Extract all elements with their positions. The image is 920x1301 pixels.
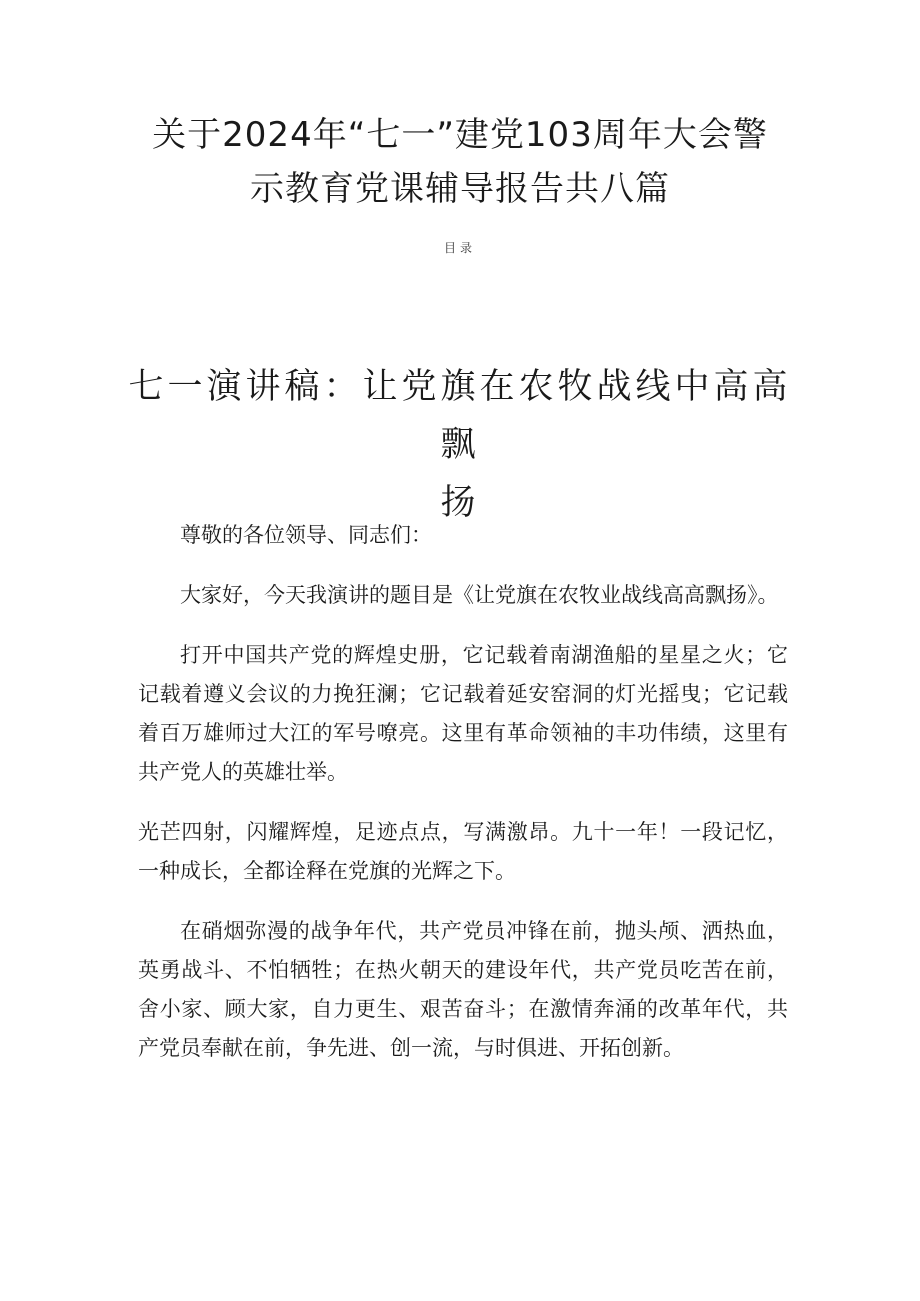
document-title-line-2: 示教育党课辅导报告共八篇	[250, 169, 670, 209]
paragraph-eras: 在硝烟弥漫的战争年代，共产党员冲锋在前，抛头颅、洒热血，英勇战斗、不怕牺牲；在热火朝天的建设年代，共产党员吃苦在前，舍小家、顾大家，自力更生、艰苦奋斗；在激情奔涌的改革年代，共产党员奉献在前，争先进、创一流，与时俱进、开拓创新。	[138, 919, 788, 1060]
toc-label: 目录	[443, 241, 476, 255]
section-title-line-1: 七一演讲稿：让党旗在农牧战线中高高飘	[128, 367, 792, 465]
section-title-line-2: 扬	[440, 483, 480, 523]
document-title	[100, 108, 820, 216]
paragraph-salutation: 尊敬的各位领导、同志们：	[180, 523, 432, 547]
body-text	[138, 516, 788, 1089]
paragraph-history: 打开中国共产党的辉煌史册，它记载着南湖渔船的星星之火；它记载着遵义会议的力挽狂澜；它记载着延安窑洞的灯光摇曳；它记载着百万雄师过大江的军号嘹亮。这里有革命领袖的丰功伟绩，这里有共产党人的英雄壮举。	[138, 643, 788, 784]
paragraph-radiance: 光芒四射，闪耀辉煌，足迹点点，写满激昂。九十一年！一段记忆，一种成长，全都诠释在党旗的光辉之下。	[138, 820, 788, 883]
section-title	[120, 358, 800, 532]
paragraph-intro: 大家好，今天我演讲的题目是《让党旗在农牧业战线高高飘扬》。	[180, 583, 779, 607]
document-title-line-1: 关于2024年“七一”建党103周年大会警	[152, 115, 768, 155]
